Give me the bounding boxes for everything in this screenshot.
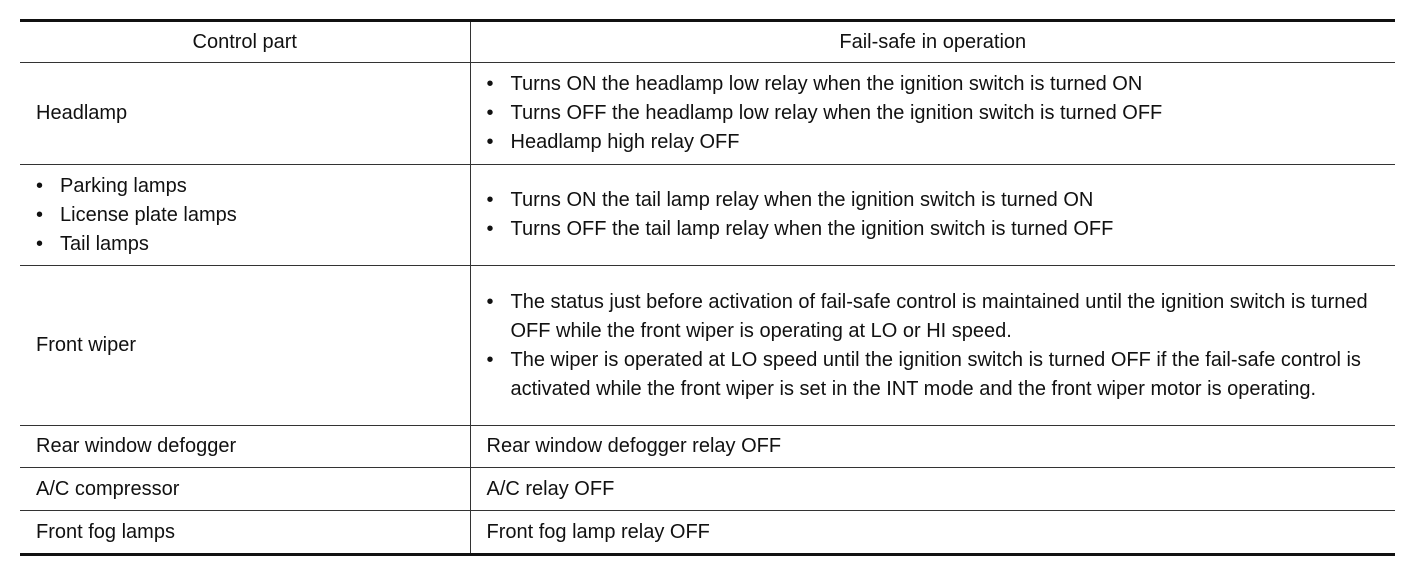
control-part-cell: Front fog lamps xyxy=(36,520,175,543)
operation-list xyxy=(487,186,1396,244)
list-item: • The status just before activation of fail-safe control is maintained until the ignition switch is turned OFF while the front wiper is operating at LO or HI speed. xyxy=(487,288,1396,346)
fail-safe-document xyxy=(20,19,1395,556)
control-part-cell: Headlamp xyxy=(20,63,470,165)
column-header-control-part: Control part xyxy=(20,21,470,63)
operation-cell xyxy=(470,165,1395,266)
column-header-fail-safe-operation: Fail-safe in operation xyxy=(470,21,1395,63)
operation-list xyxy=(487,288,1396,404)
control-part-list xyxy=(36,172,470,259)
list-item: • Headlamp high relay OFF xyxy=(487,128,1396,157)
operation-cell xyxy=(470,63,1395,165)
list-item: • Tail lamps xyxy=(36,230,470,259)
list-item: • Turns OFF the tail lamp relay when the ignition switch is turned OFF xyxy=(487,215,1396,244)
table-row xyxy=(20,426,1395,468)
list-item: • Turns ON the headlamp low relay when the ignition switch is turned ON xyxy=(487,70,1396,99)
list-item: • License plate lamps xyxy=(36,201,470,230)
table-row xyxy=(20,266,1395,426)
list-item: • Parking lamps xyxy=(36,172,470,201)
table-row xyxy=(20,468,1395,511)
operation-cell: Rear window defogger relay OFF xyxy=(470,426,1395,468)
control-part-cell xyxy=(20,165,470,266)
table-row xyxy=(20,511,1395,555)
operation-cell: Front fog lamp relay OFF xyxy=(470,511,1395,555)
table-row xyxy=(20,165,1395,266)
fail-safe-table xyxy=(20,19,1395,556)
control-part-cell: Rear window defogger xyxy=(20,426,470,468)
control-part-cell: Front wiper xyxy=(20,266,470,426)
operation-list xyxy=(487,70,1396,157)
operation-cell xyxy=(470,266,1395,426)
control-part-cell: A/C compressor xyxy=(20,468,470,511)
list-item: • The wiper is operated at LO speed until the ignition switch is turned OFF if the fail-safe control is activated while the front wiper is set in the INT mode and the front wiper motor is operating. xyxy=(487,346,1396,404)
operation-cell: A/C relay OFF xyxy=(470,468,1395,511)
table-row xyxy=(20,63,1395,165)
table-header-row xyxy=(20,21,1395,63)
list-item: • Turns ON the tail lamp relay when the ignition switch is turned ON xyxy=(487,186,1396,215)
list-item: • Turns OFF the headlamp low relay when the ignition switch is turned OFF xyxy=(487,99,1396,128)
